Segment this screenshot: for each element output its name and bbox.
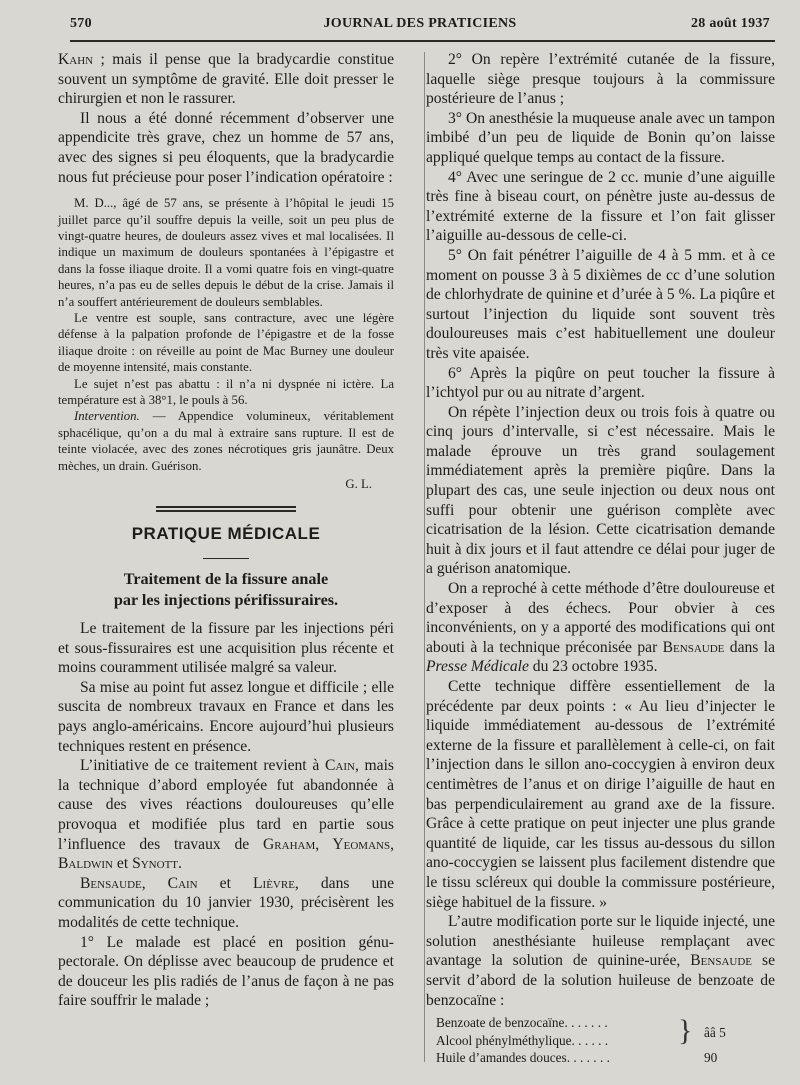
paragraph-text: se servit d’abord de la solution huileuse de benzoate de benzocaïne : xyxy=(426,952,775,1009)
page-number: 570 xyxy=(70,16,92,31)
article-title xyxy=(58,569,394,611)
paragraph-text: , mais la technique d’abord employée fut abandonnée à cause des vives réactions douloureuses qu’elle provoqua et modifiée plus tard en partie sous l’influence des travaux de xyxy=(58,757,394,853)
formula-row xyxy=(426,1024,775,1050)
right-column xyxy=(426,50,775,1067)
formula-table xyxy=(426,1014,775,1067)
paragraph-text: L’initiative de ce traitement revient à xyxy=(80,757,325,775)
paragraph: 2° On repère l’extrémité cutanée de la fissure, laquelle siège presque toujours à la commissure postérieure de l’anus ; xyxy=(426,51,775,108)
case-paragraph: Le sujet n’est pas abattu : il n’a ni dyspnée ni ictère. La température est à 38°1, le pouls à 56. xyxy=(58,376,394,408)
issue-date: 28 août 1937 xyxy=(690,16,770,31)
paragraph-text: , dans une communication du 10 janvier 1930, précisèrent les modalités de cette technique. xyxy=(58,874,395,931)
paragraph xyxy=(426,579,775,677)
double-rule xyxy=(156,506,296,512)
paragraph-text: du 23 octobre 1935. xyxy=(528,658,658,676)
paragraph: On répète l’injection deux ou trois fois à quatre ou cinq jours d’intervalle, si c’est nécessaire. Mais le malade éprouve un très grand soulagement immédiatement après la première piqûre. Dans la plupart des cas, une seule injection ou deux nous ont suffi pour obtenir une guérison complète avec cicatrisation de la lésion. Cette cicatrisation demande huit à dix jours et il faut attendre ce délai pour juger de a guérison anatomique. xyxy=(426,403,775,578)
author-name: Lièvre xyxy=(253,874,295,892)
author-name: Kahn xyxy=(58,51,94,68)
header-rule xyxy=(70,40,775,42)
section-heading: PRATIQUE MÉDICALE xyxy=(131,524,321,544)
case-report xyxy=(58,195,394,494)
paragraph: 5° On fait pénétrer l’aiguille de 4 à 5 mm. et à ce moment on pousse 3 à 5 dixièmes de cc d’une solution de chlorhydrate de quinine et d’urée à 5 %. La piqûre et surtout l’injection du liquide sont souvent très douloureuses mais c’est habituellement une douleur très vite apaisée. xyxy=(426,246,775,362)
author-name: Synott xyxy=(132,855,179,873)
paragraph-text: dans la xyxy=(724,638,775,656)
paragraph xyxy=(58,50,394,109)
author-name: Bensaude xyxy=(690,952,753,970)
running-header xyxy=(70,16,770,38)
paragraph-text: — Appendice volumineux, véritablement sphacélique, qu’on a du mal à extraire sans rupture. Il est de teinte violacée, avec des zones nécrotiques gris jaunâtre. Deux mèches, un drain. Guérison. xyxy=(58,409,394,473)
article-title-line: par les injections périfissuraires. xyxy=(113,591,339,610)
paragraph-text: et xyxy=(197,874,253,892)
author-names: Graham, Yeomans, Baldwin xyxy=(58,835,394,873)
paragraph-text: On a reproché à cette méthode d’être douloureuse et d’exposer à des échecs. Pour obvier à ces inconvénients, on y a apporté des modifications qui ont abouti à la technique préconisée par xyxy=(426,580,775,656)
ingredient-name: Huile d’amandes douces. . . . . . . xyxy=(436,1050,610,1066)
paragraph: Sa mise au point fut assez longue et difficile ; elle suscita de nombreux travaux en France et dans les pays anglo-américains. Encore aujourd’hui plusieurs techniques restent en présence. xyxy=(58,678,394,755)
case-paragraph xyxy=(58,408,394,474)
intervention-label: Intervention. xyxy=(74,409,140,424)
ingredient-amount: ââ 5 xyxy=(704,1024,726,1040)
paragraph: 6° Après la piqûre on peut toucher la fissure à l’ichtyol pur ou au nitrate d’argent. xyxy=(426,364,775,402)
article-title-line: Traitement de la fissure anale xyxy=(123,570,329,589)
paragraph-text: L’autre modification porte sur le liquide injecté, une solution anesthésiante huileuse remplaçant avec avantage la solution de quinine-urée, xyxy=(426,913,775,970)
formula-row xyxy=(426,1049,775,1067)
case-paragraph: M. D..., âgé de 57 ans, se présente à l’hôpital le jeudi 15 juillet parce qu’il souffre depuis la veille, soit un peu plus de vingt-quatre heures, de douleurs assez vives et mal localisées. Il indique un maximum de douleurs spontanées à l’épigastre et dans la fosse iliaque droite. Il a vomi quatre fois en vingt-quatre heures, n’a pas eu de selles depuis le début de la crise. Jamais il n’a souffert antérieurement de douleurs semblables. xyxy=(58,196,394,309)
paragraph: 3° On anesthésie la muqueuse anale avec un tampon imbibé d’un peu de liquide de Bonin qu’on laisse appliqué quelque temps au contact de la fissure. xyxy=(426,109,775,166)
paragraph: Il nous a été donné récemment d’observer une appendicite très grave, chez un homme de 57 ans, avec des signes si peu éloquents, que la bradycardie nous fut précieuse pour poser l’indication opératoire : xyxy=(58,109,394,186)
paragraph xyxy=(58,756,394,874)
case-paragraph: Le ventre est souple, sans contracture, avec une légère défense à la palpation profonde de l’épigastre et de la fosse iliaque droite : on réveille au point de Mac Burney une douleur de moyenne intensité, mais constante. xyxy=(58,311,394,375)
paragraph xyxy=(58,874,394,933)
signature: G. L. xyxy=(345,477,372,492)
short-rule xyxy=(203,558,249,559)
paragraph-text: ; mais il pense que la bradycardie constitue souvent un symptôme de gravité. Elle doit presser le chirurgien et non le rassurer. xyxy=(58,51,394,108)
paragraph: Le traitement de la fissure par les injections péri et sous-fissuraires est une acquisition plus récente et moins couramment utilisée malgré sa valeur. xyxy=(58,620,394,677)
ingredient-amount: 90 xyxy=(704,1050,718,1066)
column-divider xyxy=(424,52,425,1062)
left-column xyxy=(58,50,394,1011)
ingredient-name: Benzoate de benzocaïne. . . . . . . xyxy=(436,1015,608,1031)
author-name: Bensaude xyxy=(662,638,725,656)
journal-title: JOURNAL DES PRATICIENS xyxy=(323,16,517,31)
journal-citation: Presse Médicale xyxy=(426,658,529,676)
paragraph: Cette technique diffère essentiellement de la précédente par deux points : « Au lieu d’injecter le liquide immédiatement au-dessous de l’extrémité externe de la fissure et parallèlement à celle-ci, on fait l’injection dans le sillon ano-coccygien à environ deux centimètres de l’anus et on dirige l’aiguille de haut en bas perpendiculairement au grand axe de la fissure. Grâce à cette pratique on peut injecter une plus grande quantité de liquide, car les tissus au-dessous du sillon ano-coccygien se laissent plus facilement distendre que le tissu scléreux qui double la commissure postérieure, siège habituel de la fissure. » xyxy=(426,678,775,911)
paragraph: 1° Le malade est placé en position génu-pectorale. On déplisse avec beaucoup de prudence et de douceur les plis radiés de l’anus de façon à ne pas faire souffrir le malade ; xyxy=(58,933,394,1010)
paragraph: 4° Avec une seringue de 2 cc. munie d’une aiguille très fine à biseau court, on pénètre juste au-dessus de l’extrémité externe de la fissure et l’on fait glisser l’aiguille au-dessous de celle-ci. xyxy=(426,168,775,245)
author-name: Cain xyxy=(324,757,355,775)
paragraph-text: . xyxy=(178,855,182,873)
paragraph-text: et xyxy=(113,855,133,873)
author-names: Bensaude, Cain xyxy=(80,874,198,892)
brace-glyph: } xyxy=(678,1014,693,1048)
paragraph xyxy=(426,912,775,1010)
ingredient-name: Alcool phénylméthylique. . . . . . xyxy=(436,1032,609,1048)
